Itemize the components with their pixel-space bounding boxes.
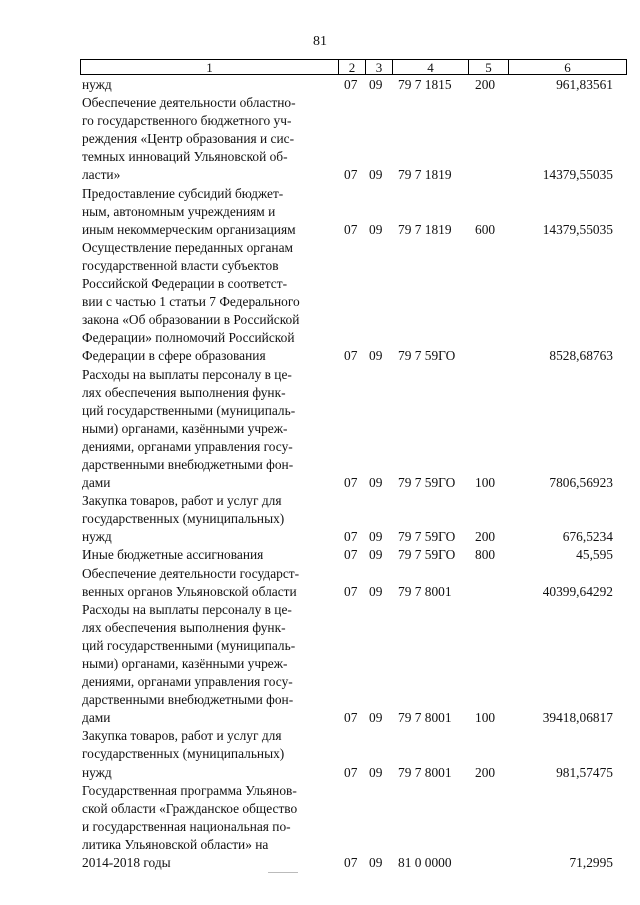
- table-row: [82, 565, 627, 601]
- subsection-code: 09: [369, 764, 383, 780]
- page-number: 81: [313, 34, 327, 49]
- scan-mark: [268, 872, 298, 873]
- section-code: 07: [344, 855, 358, 871]
- table-row: [82, 546, 627, 564]
- target-article-code: 79 7 8001: [398, 583, 452, 599]
- table-row: [82, 782, 627, 872]
- amount: 961,83561: [556, 77, 613, 92]
- subsection-code: 09: [369, 547, 383, 563]
- header-col-6: 6: [564, 60, 571, 75]
- target-article-code: 79 7 59ГО: [398, 547, 456, 563]
- expense-type-code: 100: [475, 475, 496, 491]
- section-code: 07: [344, 547, 358, 563]
- subsection-code: 09: [369, 583, 383, 599]
- header-col-4: 4: [393, 60, 469, 74]
- section-code: 07: [344, 764, 358, 780]
- section-code: 07: [344, 167, 358, 183]
- row-codes: [344, 76, 627, 94]
- amount: 8528,68763: [549, 348, 613, 364]
- target-article-code: 79 7 1815: [398, 77, 452, 92]
- subsection-code: 09: [369, 529, 383, 545]
- expense-type-code: 200: [475, 77, 496, 92]
- table-row: [82, 492, 627, 546]
- expense-type-code: 200: [475, 529, 496, 545]
- expense-type-code: 100: [475, 710, 496, 726]
- row-description: Обеспечение деятельности государст- венных органов Ульяновской области: [82, 565, 300, 599]
- amount: 71,2995: [569, 855, 613, 871]
- table-row: [82, 185, 627, 239]
- row-codes: [344, 854, 627, 872]
- row-codes: [344, 528, 627, 546]
- expense-type-code: 200: [475, 764, 496, 780]
- row-description: Предоставление субсидий бюджет- ным, автономным учреждениям и иным некоммерческим организациям: [82, 185, 296, 237]
- expense-type-code: [475, 854, 515, 872]
- expense-type-code: 600: [475, 221, 496, 237]
- target-article-code: 81 0 0000: [398, 855, 452, 871]
- subsection-code: 09: [369, 475, 383, 491]
- table-row: [82, 239, 627, 366]
- subsection-code: 09: [369, 710, 383, 726]
- amount: 14379,55035: [542, 221, 613, 237]
- amount: 14379,55035: [542, 167, 613, 183]
- row-codes: [344, 764, 627, 782]
- table-header: [80, 59, 627, 75]
- header-col-2: 2: [339, 60, 366, 74]
- target-article-code: 79 7 8001: [398, 710, 452, 726]
- target-article-code: 79 7 59ГО: [398, 475, 456, 491]
- section-code: 07: [344, 77, 358, 92]
- row-codes: [344, 474, 627, 492]
- section-code: 07: [344, 529, 358, 545]
- row-description: Расходы на выплаты персоналу в це- лях обеспечения выполнения функ- ций государственными (муниципаль- ными) органами, казёнными учреж- дениями, органами управления госу- дарственными внебюджетными фон- дами: [82, 366, 296, 491]
- subsection-code: 09: [369, 348, 383, 364]
- row-codes: [344, 166, 627, 184]
- row-codes: [344, 347, 627, 365]
- row-description: Государственная программа Ульянов- ской области «Гражданское общество и государственная национальная по- литика Ульяновской области» на 2014-2018 годы: [82, 782, 298, 871]
- section-code: 07: [344, 583, 358, 599]
- amount: 981,57475: [556, 764, 613, 780]
- section-code: 07: [344, 475, 358, 491]
- amount: 39418,06817: [542, 710, 613, 726]
- amount: 676,5234: [562, 529, 613, 545]
- header-col-1: 1: [81, 60, 339, 74]
- header-col-5: 5: [469, 60, 509, 74]
- row-codes: [344, 546, 627, 564]
- section-code: 07: [344, 710, 358, 726]
- row-codes: [344, 221, 627, 239]
- expense-type-code: [475, 166, 515, 184]
- table-row: [82, 601, 627, 728]
- target-article-code: 79 7 1819: [398, 221, 452, 237]
- target-article-code: 79 7 59ГО: [398, 529, 456, 545]
- amount: 40399,64292: [542, 583, 613, 599]
- subsection-code: 09: [369, 855, 383, 871]
- section-code: 07: [344, 221, 358, 237]
- target-article-code: 79 7 59ГО: [398, 348, 456, 364]
- row-description: Иные бюджетные ассигнования: [82, 547, 264, 563]
- expense-type-code: 800: [475, 547, 496, 563]
- table-body: [82, 76, 627, 872]
- target-article-code: 79 7 1819: [398, 167, 452, 183]
- table-row: [82, 94, 627, 184]
- amount: 45,595: [576, 547, 613, 563]
- table-row: [82, 727, 627, 781]
- expense-type-code: [475, 347, 515, 365]
- subsection-code: 09: [369, 167, 383, 183]
- expense-type-code: [475, 583, 515, 601]
- row-description: Закупка товаров, работ и услуг для государственных (муниципальных) нужд: [82, 493, 285, 545]
- subsection-code: 09: [369, 77, 383, 92]
- header-col-3: 3: [366, 60, 393, 74]
- subsection-code: 09: [369, 221, 383, 237]
- row-codes: [344, 583, 627, 601]
- section-code: 07: [344, 348, 358, 364]
- row-description: нужд: [82, 77, 112, 92]
- row-description: Обеспечение деятельности областно- го государственного бюджетного уч- реждения «Центр образования и сис- темных инноваций Ульяновской об- ласти»: [82, 95, 296, 183]
- table-row: [82, 76, 627, 94]
- amount: 7806,56923: [549, 475, 613, 491]
- target-article-code: 79 7 8001: [398, 764, 452, 780]
- row-description: Осуществление переданных органам государственной власти субъектов Российской Федерации в соответст- вии с частью 1 статьи 7 Федерального закона «Об образовании в Российской Федерации» полномочий Российской Федерации в сфере образования: [82, 239, 300, 364]
- row-codes: [344, 709, 627, 727]
- row-description: Расходы на выплаты персоналу в це- лях обеспечения выполнения функ- ций государственными (муниципаль- ными) органами, казёнными учреж- дениями, органами управления госу- дарственными внебюджетными фон- дами: [82, 601, 296, 726]
- row-description: Закупка товаров, работ и услуг для государственных (муниципальных) нужд: [82, 728, 285, 780]
- table-row: [82, 366, 627, 493]
